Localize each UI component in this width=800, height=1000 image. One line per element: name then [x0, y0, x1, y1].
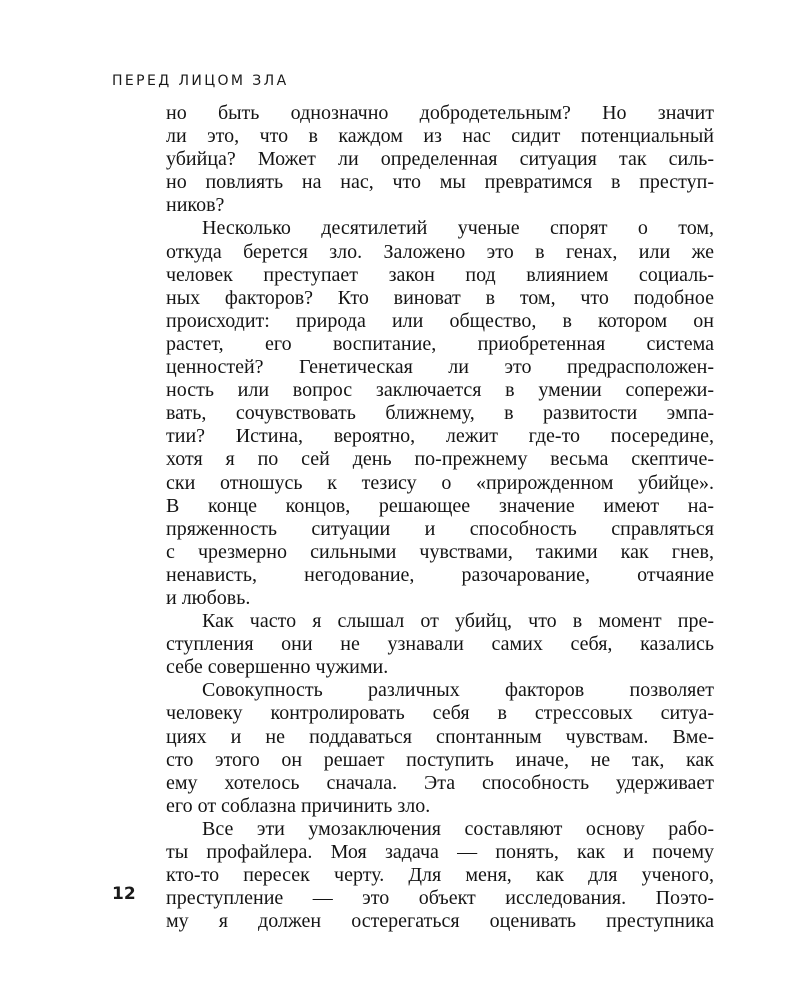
text-line: Все эти умозаключения составляют основу рабо- — [202, 817, 714, 840]
text-line: но повлиять на нас, что мы превратимся в преступ- — [166, 171, 714, 194]
running-header: ПЕРЕД ЛИЦОМ ЗЛА — [112, 73, 289, 89]
text-line: человек преступает закон под влиянием социаль- — [166, 263, 714, 286]
text-line: ненависть, негодование, разочарование, отчаяние — [166, 563, 714, 586]
text-line: ему хотелось сначала. Эта способность удерживает — [166, 771, 714, 794]
text-line: пряженность ситуации и способность справляться — [166, 517, 714, 540]
text-line: откуда берется зло. Заложено это в генах, или же — [166, 240, 714, 263]
text-line: ников? — [166, 194, 225, 217]
text-line: тии? Истина, вероятно, лежит где-то посередине, — [166, 425, 714, 448]
text-line: Несколько десятилетий ученые спорят о том, — [202, 217, 714, 240]
text-line: происходит: природа или общество, в котором он — [166, 309, 714, 332]
text-line: ных факторов? Кто виноват в том, что подобное — [166, 286, 714, 309]
text-line: кто-то пересек черту. Для меня, как для ученого, — [166, 864, 714, 887]
text-line: но быть однозначно добродетельным? Но значит — [166, 102, 714, 124]
text-line: человеку контролировать себя в стрессовых ситуа- — [166, 702, 714, 725]
text-line: ты профайлера. Моя задача — понять, как и почему — [166, 841, 714, 863]
text-line: Совокупность различных факторов позволяет — [202, 679, 714, 702]
text-line: преступление — это объект исследования. Поэто- — [166, 887, 714, 910]
text-line: сто этого он решает поступить иначе, не так, как — [166, 748, 714, 771]
text-line: ски отношусь к тезису о «прирожденном убийце». — [166, 471, 714, 494]
text-line: В конце концов, решающее значение имеют на- — [166, 494, 714, 517]
body-text — [166, 102, 714, 933]
text-line: ли это, что в каждом из нас сидит потенциальный — [166, 125, 714, 148]
text-line: себе совершенно чужими. — [166, 656, 389, 679]
text-line: убийца? Может ли определенная ситуация так силь- — [166, 148, 714, 171]
text-line: Как часто я слышал от убийц, что в момент пре- — [202, 610, 714, 633]
text-line: циях и не поддаваться спонтанным чувствам. Вме- — [166, 725, 714, 748]
text-line: му я должен остерегаться оценивать преступника — [166, 910, 714, 933]
text-line: хотя я по сей день по-прежнему весьма скептиче- — [166, 448, 714, 471]
page-number: 12 — [112, 884, 136, 904]
text-line: вать, сочувствовать ближнему, в развитости эмпа- — [166, 402, 714, 425]
text-line: ность или вопрос заключается в умении сопережи- — [166, 379, 714, 402]
text-line: ценностей? Генетическая ли это предрасположен- — [166, 356, 714, 379]
text-line: его от соблазна причинить зло. — [166, 794, 431, 817]
text-line: с чрезмерно сильными чувствами, такими как гнев, — [166, 540, 714, 563]
text-line: ступления они не узнавали самих себя, казались — [166, 633, 714, 656]
text-line: растет, его воспитание, приобретенная система — [166, 332, 714, 355]
text-line: и любовь. — [166, 586, 251, 609]
